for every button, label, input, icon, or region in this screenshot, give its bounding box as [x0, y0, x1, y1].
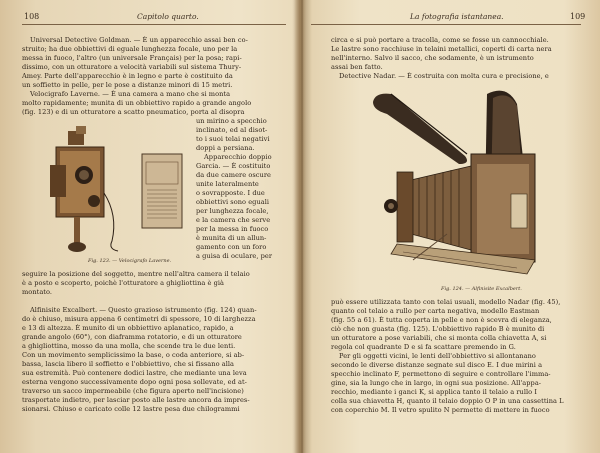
right-text-line: nell'interno. Salvo il sacco, che sodamente, è un istrumento — [331, 54, 534, 62]
left-text-line: do è chiuso, misura appena 6 centimetri di spessore, 10 di larghezza — [22, 315, 256, 323]
right-figure-caption: Fig. 124. — Alfinisite Excalbert. — [441, 286, 522, 292]
right-text-line: secondo le diverse distanze segnate sul disco E. I due mirini a — [331, 361, 543, 369]
left-page — [0, 0, 299, 453]
left-text-line: da due camere oscure — [196, 171, 271, 179]
book-gutter — [292, 0, 312, 453]
left-text-line: obbiettivi sono eguali — [196, 198, 270, 206]
left-text-line: Amey. Parte dell'apparecchio è in legno e parte è costituito da — [22, 72, 233, 80]
left-text-line: un soffietto in pelle, per le pose a distanze minori di 15 metri. — [22, 81, 233, 89]
left-text-line: Velocigrafo Laverne. — È una camera a mano che si monta — [30, 90, 231, 98]
right-text-line: quanto col telaio a rullo per carta negativa, modello Eastman — [331, 307, 540, 315]
right-page-header: La fotografia istantanea. — [410, 12, 504, 21]
right-text-line: (fig. 55 a 61). È tutta coperta in pelle e non è scevra di eleganza, — [331, 316, 552, 324]
left-text-line: per lunghezza focale, — [196, 207, 269, 215]
left-text-line: Universal Detective Goldman. — È un apparecchio assai ben co- — [30, 36, 248, 44]
left-text-line: trasportate indietro, per lasciar posto alle lastre ancora da impres- — [22, 396, 250, 404]
left-text-line: struito; ha due obbiettivi di eguale lunghezza focale, uno per la — [22, 45, 238, 53]
left-text-line: inclinato, ed al disot- — [196, 126, 268, 134]
left-text-line: Apparecchio doppio — [204, 153, 272, 161]
left-text-line: Alfinisite Excalbert. — Questo grazioso istrumento (fig. 124) quan- — [30, 306, 257, 314]
velocigrafo-camera-illustration — [48, 125, 134, 260]
left-text-line: bassa, lascia libero il soffietto e l'obbiettivo, che si fissano alla — [22, 360, 235, 368]
right-text-line: Per gli oggetti vicini, le lenti dell'obbiettivo si allontanano — [339, 352, 536, 360]
right-text-line: colla sua chiavetta H, quanto il telaio doppio O P in una cassettina L — [331, 397, 564, 405]
left-text-line: è a posto e scoperto, poichè l'otturatore a ghigliottina è già — [22, 279, 225, 287]
left-text-line: montato. — [22, 288, 53, 296]
left-text-line: messa in fuoco, l'altro (un universale Français) per la posa; rapi- — [22, 54, 242, 62]
left-text-line: traverso un sacco impermeabile (che figura aperto nell'incisione) — [22, 387, 244, 395]
left-text-line: un mirino a specchio — [196, 117, 267, 125]
left-text-line: per la messa in fuoco — [196, 225, 269, 233]
left-text-line: seguire la posizione del soggetto, mentre nell'altra camera il telaio — [22, 270, 250, 278]
left-header-rule — [22, 24, 286, 25]
left-text-line: unite lateralmente — [196, 180, 259, 188]
right-page — [301, 0, 600, 453]
right-text-line: gine, sia la lungo che in largo, in ogni sua posizione. All'appa- — [331, 379, 542, 387]
left-text-line: (fig. 123) e di un otturatore a scatto pneumatico, porta al disopra — [22, 108, 245, 116]
right-header-rule — [311, 24, 581, 25]
left-text-line: molto rapidamente; munita di un obbiettivo rapido a grande angolo — [22, 99, 252, 107]
left-text-line: to i suoi telai negativi — [196, 135, 270, 143]
left-text-line: a ghigliottina, mosso da una molla, che scende tra le due lenti. — [22, 342, 236, 350]
left-text-line: doppi a persiana. — [196, 144, 255, 152]
left-text-line: esterna vengono successivamente dopo ogni posa sollevate, ed at- — [22, 378, 247, 386]
left-text-line: gamento con un foro — [196, 243, 267, 251]
right-text-line: un otturatore a pose variabili, che si monta colla chiavetta A, si — [331, 334, 547, 342]
right-text-line: Detective Nadar. — È costruita con molta cura e precisione, e — [339, 72, 549, 80]
left-text-line: e la camera che serve — [196, 216, 271, 224]
left-text-line: Garcia. — È costituito — [196, 162, 271, 170]
alfinisite-camera-illustration — [367, 84, 567, 289]
left-text-line: a guisa di oculare, per — [196, 252, 273, 260]
left-text-line: sionarsi. Chiuso e caricato colle 12 lastre pesa due chilogrammi — [22, 405, 240, 413]
left-text-line: Con un movimento semplicissimo la base, o coda anteriore, si ab- — [22, 351, 245, 359]
right-text-line: Le lastre sono racchiuse in telaini metallici, coperti di carta nera — [331, 45, 552, 53]
right-text-line: recchio, mediante i ganci K, si applica tanto il telaio a rullo I — [331, 388, 537, 396]
right-text-line: può essere utilizzata tanto con telai usuali, modello Nadar (fig. 45), — [331, 298, 561, 306]
left-text-line: grande angolo (60°), con diaframma rotatorio, e di un otturatore — [22, 333, 242, 341]
left-text-line: dissimo, con un otturatore a velocità variabili sul sistema Thury- — [22, 63, 242, 71]
left-page-header: Capitolo quarto. — [137, 12, 199, 21]
right-text-line: con coperchio M. Il vetro spulito N permette di mettere in fuoco — [331, 406, 550, 414]
left-text-line: o sovrapposte. I due — [196, 189, 265, 197]
right-text-line: specchio inclinato F, permettono di seguire e controllare l'imma- — [331, 370, 551, 378]
left-text-line: è munita di un allun- — [196, 234, 267, 242]
left-figure-caption: Fig. 123. — Velocigrafo Laverne. — [88, 258, 172, 264]
left-page-number: 108 — [24, 12, 40, 21]
right-text-line: circa e si può portare a tracolla, come se fosse un cannocchiale. — [331, 36, 549, 44]
right-text-line: ciò che non guasta (fig. 125). L'obbiettivo rapido B è munito di — [331, 325, 545, 333]
left-text-line: sua estremità. Può contenere dodici lastre, che mediante una leva — [22, 369, 247, 377]
right-page-number: 109 — [570, 12, 586, 21]
plate-holder-illustration — [140, 152, 186, 232]
right-text-line: regola col quadrante D e si fa scattare premendo in G. — [331, 343, 516, 351]
left-text-line: e 13 di altezza. È munito di un obbiettivo aplanatico, rapido, a — [22, 324, 234, 332]
right-text-line: assai ben fatto. — [331, 63, 383, 71]
